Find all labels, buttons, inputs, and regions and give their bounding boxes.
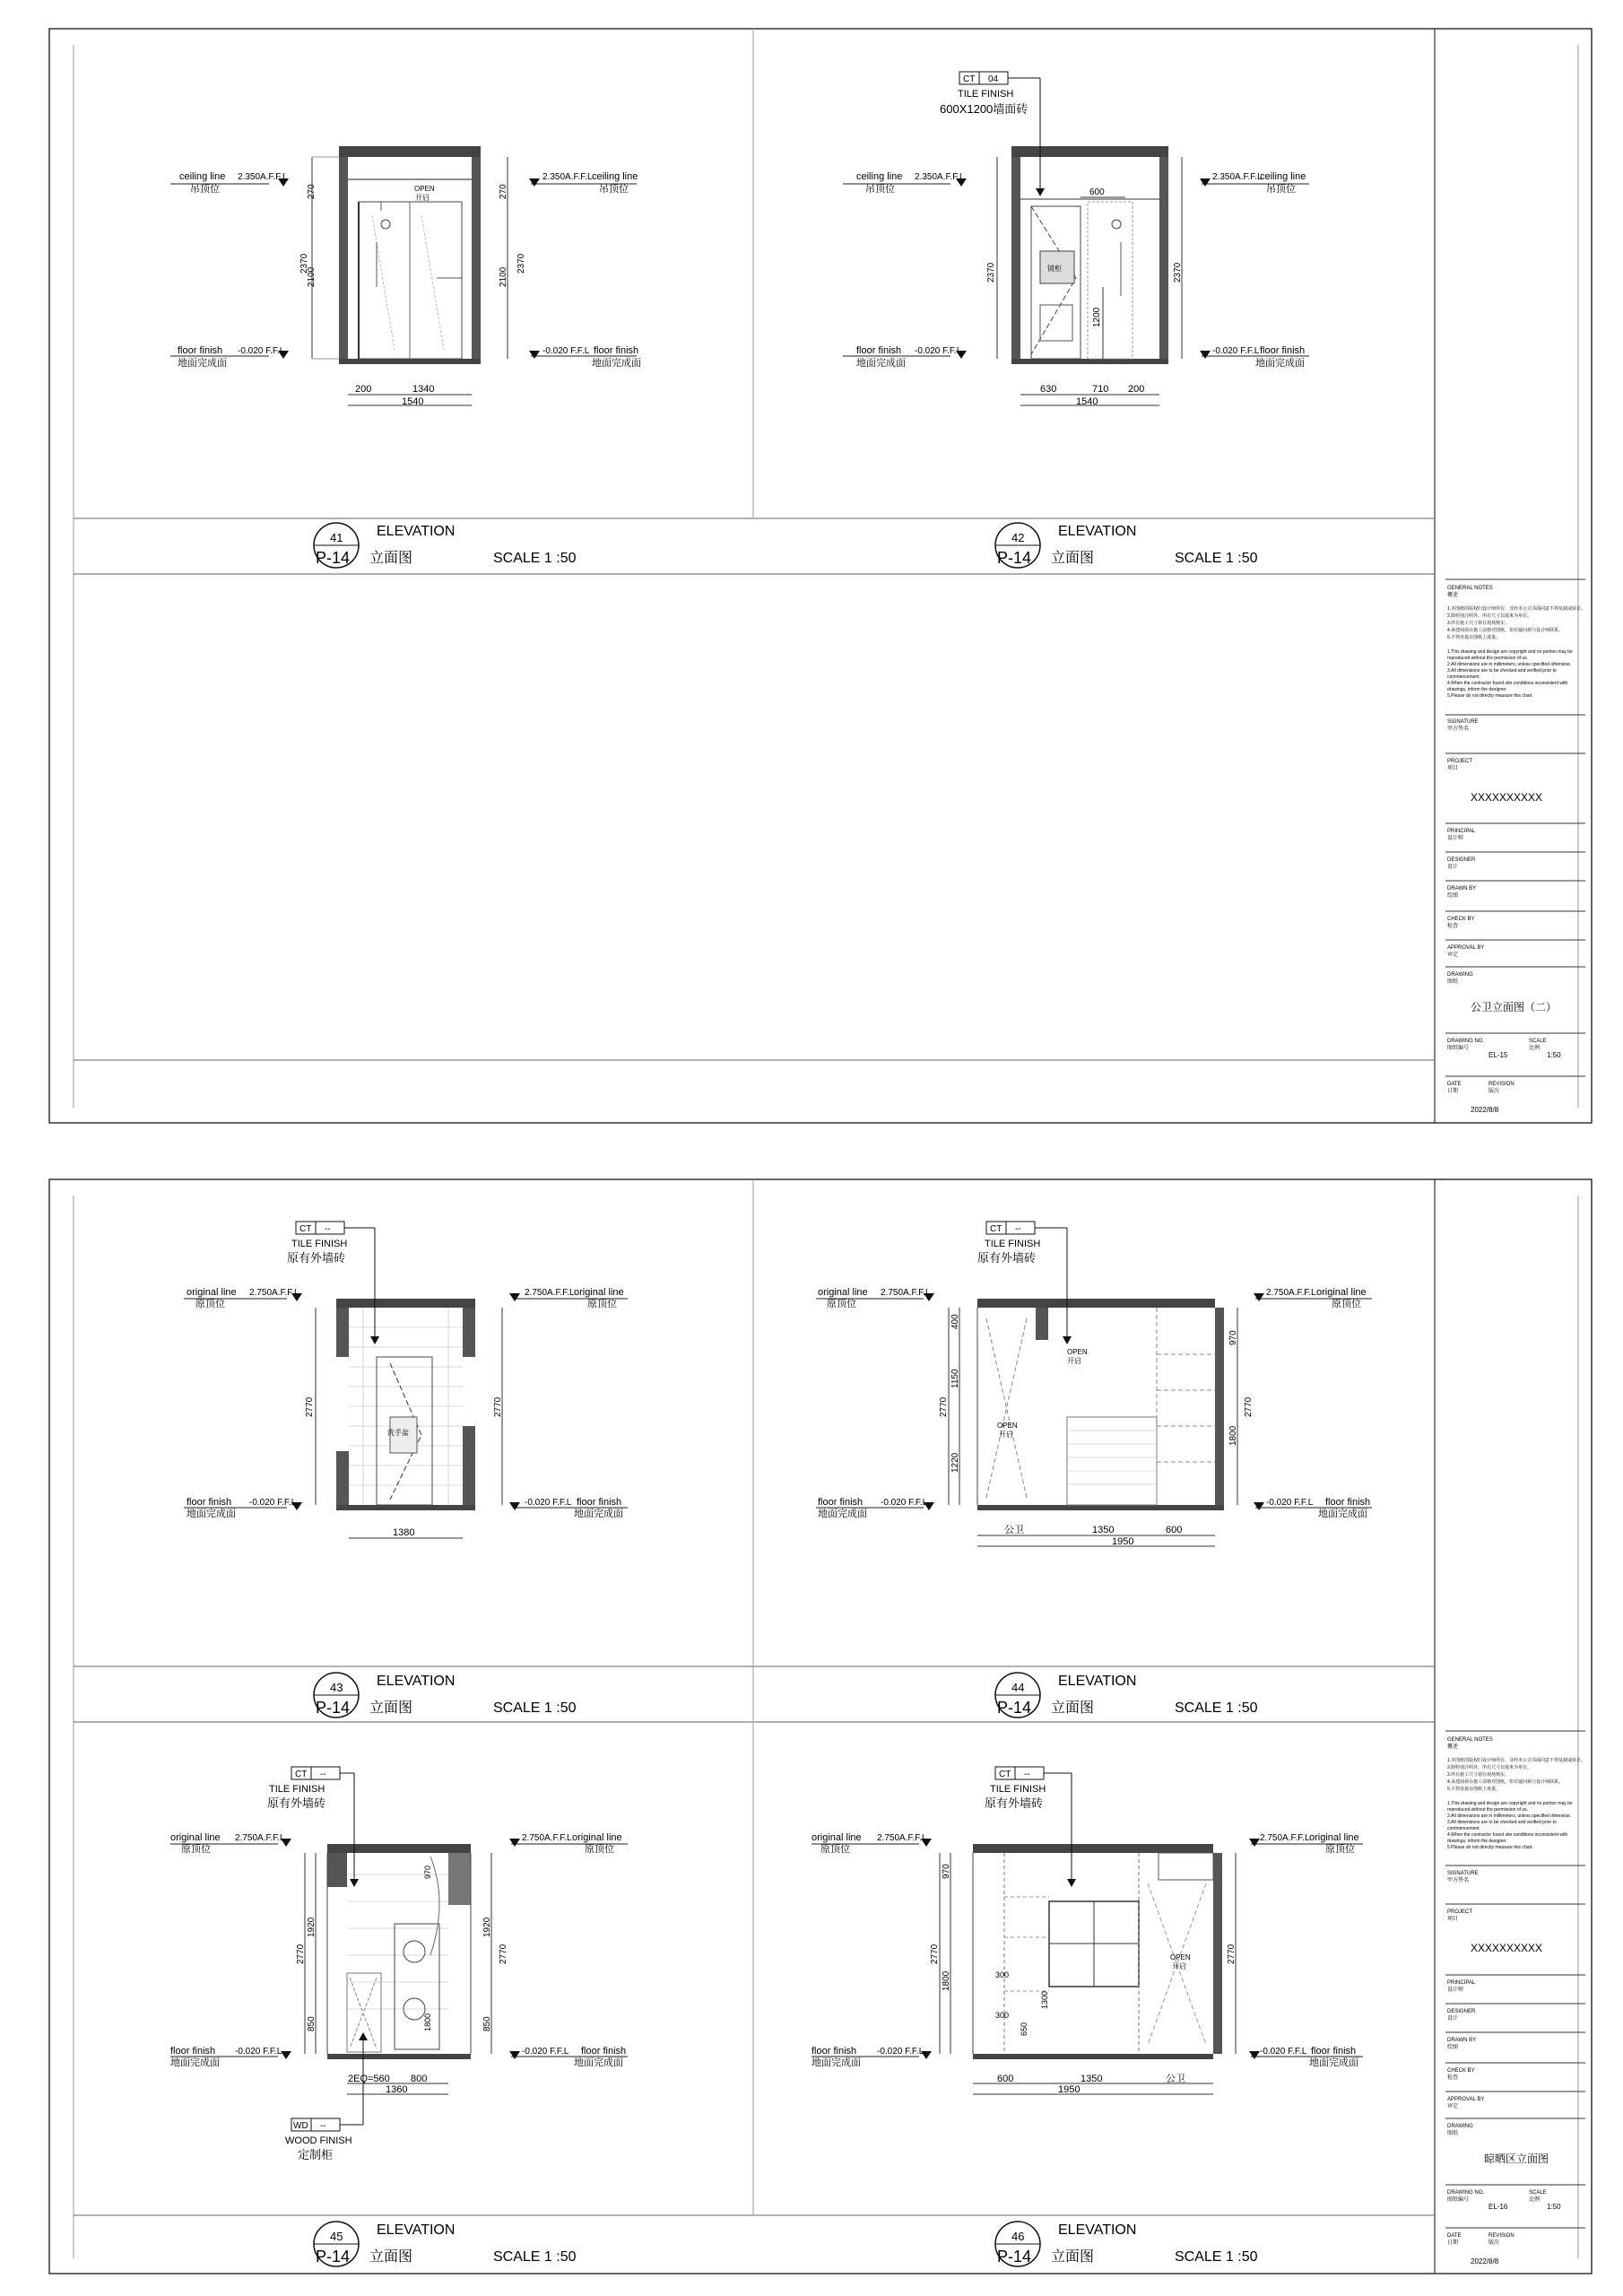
level-2750-43: 2.750A.F.F.L [249, 1288, 299, 1298]
tile-spec-42: 600X1200墙面砖 [940, 102, 1028, 116]
dim-h-total-42: 2370 [986, 262, 996, 283]
elevation-view-43 [184, 1222, 628, 1538]
original-cn-46-r: 原顶位 [1325, 1844, 1355, 1855]
revision-cn-2: 版次 [1488, 2240, 1500, 2246]
floor-cn-label-42-r: 地面完成面 [1255, 358, 1305, 369]
ct-num-45: -- [320, 1770, 326, 1779]
ceiling-line-label-r: ceiling line [592, 171, 638, 182]
note-en-7: drawings, inform the designer. [1447, 687, 1507, 692]
revision-cn: 版次 [1488, 1089, 1500, 1094]
floor-cn-44: 地面完成面 [818, 1509, 867, 1519]
dim-w-a-44: 1350 [1092, 1525, 1115, 1535]
note-en-1: 1.This drawing and design are copyright and no portion may be [1447, 649, 1573, 655]
dim-h-door-41: 2100 [307, 266, 317, 287]
dim-h-total-41: 2370 [299, 253, 309, 274]
floor-finish-46: floor finish [812, 2046, 857, 2057]
view-title-cn-45: 立面图 [369, 2249, 413, 2265]
view-title-cn-43: 立面图 [369, 1700, 413, 1716]
level-floor-44: -0.020 F.F.L [881, 1498, 928, 1508]
view-title-46: ELEVATION [1058, 2222, 1137, 2238]
drawing-cn-2: 图纸 [1447, 2131, 1459, 2136]
tile-spec-43: 原有外墙砖 [287, 1251, 346, 1265]
scale-value: 1:50 [1547, 1051, 1561, 1059]
level-2750-43-r: 2.750A.F.F.L [525, 1288, 575, 1298]
floor-finish-label-42: floor finish [856, 345, 902, 356]
ceiling-line-label-42: ceiling line [856, 171, 903, 182]
level-floor-45: -0.020 F.F.L [235, 2047, 282, 2057]
drawing-title-2: 晾晒区立面图 [1484, 2152, 1549, 2165]
original-line-43-r: original line [574, 1287, 624, 1298]
floor-cn-46-r: 地面完成面 [1309, 2057, 1358, 2068]
view-number-43: 43 [330, 1681, 343, 1694]
dim-w-total-46: 1950 [1058, 2084, 1081, 2095]
dim-h-inner2-45: 1800 [423, 2013, 432, 2031]
note-cn-3-2: 3.所有施工尺寸须在现场核实。 [1447, 1772, 1510, 1778]
floor-cn-45-r: 地面完成面 [574, 2057, 623, 2068]
view-title-cn-42: 立面图 [1051, 551, 1095, 566]
project-name-2: XXXXXXXXXX [1471, 1942, 1543, 1954]
date-label-2: DATE [1447, 2233, 1462, 2239]
note-en-8: 5.Please do not directly measure this chart. [1447, 693, 1533, 699]
sheet-ref-42: P-14 [997, 549, 1032, 567]
drawing-cn: 图纸 [1447, 979, 1459, 985]
sheet-ref-44: P-14 [997, 1699, 1032, 1717]
original-line-43: original line [187, 1287, 237, 1298]
view-number-41: 41 [330, 531, 343, 544]
wd-tag-45: WD [293, 2121, 308, 2131]
level-floor-label-r: -0.020 F.F.L [542, 346, 590, 356]
dim-w-mid-46: 1300 [1040, 1990, 1049, 2009]
note-en-1-2: 1.This drawing and design are copyright and no portion may be [1447, 1801, 1573, 1806]
view-title-cn-46: 立面图 [1051, 2249, 1095, 2265]
note-cn-5-2: 5.不得直接在图纸上度量。 [1447, 1787, 1501, 1792]
original-line-45-r: original line [572, 1832, 622, 1843]
level-2350-42: 2.350A.F.F.L [915, 172, 965, 182]
sheet-ref-46: P-14 [997, 2248, 1032, 2266]
dim-h-top-41-r: 270 [499, 184, 508, 199]
dim-w-niche-42: 600 [1089, 187, 1105, 197]
ceiling-cn-label-r: 吊顶位 [599, 184, 629, 195]
view-title-cn-41: 立面图 [369, 551, 413, 566]
open-en-41: OPEN [414, 185, 435, 193]
note-cn-4: 4.承建商须在施工前核对图纸，如有疑问须与设计师联系。 [1447, 628, 1564, 633]
title-block-1 [1445, 579, 1585, 1114]
dim-h-total-42-r: 2370 [1173, 262, 1183, 283]
ct-tag-42: CT [963, 74, 976, 84]
caption-46 [995, 2222, 1258, 2266]
drawn-label-2: DRAWN BY [1447, 2038, 1477, 2043]
dim-h-total-44-r: 2770 [1244, 1396, 1254, 1417]
project-label: PROJECT [1447, 759, 1473, 764]
open-en-44: OPEN [997, 1422, 1018, 1430]
drawn-cn-2: 绘图 [1447, 2045, 1459, 2050]
view-title-44: ELEVATION [1058, 1674, 1137, 1689]
floor-finish-43: floor finish [187, 1497, 232, 1508]
designer-cn: 设计 [1447, 865, 1459, 870]
basin-cn-label: 洗手盆 [387, 1429, 409, 1437]
level-floor-44-r: -0.020 F.F.L [1266, 1498, 1314, 1508]
view-title-42: ELEVATION [1058, 524, 1137, 539]
drawing-label-2: DRAWING [1447, 2124, 1473, 2129]
dim-h-c-44: 1220 [950, 1452, 960, 1473]
level-floor-label: -0.020 F.F.L [238, 346, 285, 356]
tile-finish-46: TILE FINISH [990, 1784, 1046, 1795]
note-cn-2: 2.除特别注明外，所有尺寸以毫米为单位。 [1447, 613, 1532, 619]
ct-num-46: -- [1024, 1770, 1030, 1779]
level-2350-label-r: 2.350A.F.F.L [542, 172, 593, 182]
dim-s3-46: 650 [1020, 2022, 1028, 2036]
date-cn-2: 日期 [1447, 2240, 1459, 2246]
level-2750-46: 2.750A.F.F.L [877, 1833, 927, 1843]
view-scale-45: SCALE 1 :50 [493, 2249, 577, 2265]
drawing-no-cn: 图纸编号 [1447, 1046, 1470, 1051]
scale-label-2: SCALE [1529, 2190, 1547, 2196]
level-2750-46-r: 2.750A.F.F.L [1260, 1833, 1310, 1843]
dim-h-b-44: 1150 [950, 1369, 960, 1388]
project-cn-2: 项目 [1447, 1917, 1459, 1922]
level-2350-label: 2.350A.F.F.L [238, 172, 288, 182]
revision-label: REVISION [1488, 1082, 1515, 1087]
general-notes-label: GENERAL NOTES [1447, 586, 1493, 591]
dim-h-a-44: 400 [950, 1314, 960, 1329]
level-floor-46: -0.020 F.F.L [877, 2047, 924, 2057]
principal-cn-2: 设计师 [1447, 1987, 1464, 1993]
dim-s2-46: 300 [995, 2011, 1010, 2020]
dim-w-total-43: 1380 [393, 1527, 415, 1538]
dim-h-inner-45: 970 [423, 1865, 432, 1879]
view-title-43: ELEVATION [377, 1674, 456, 1689]
note-en-2: reproduced without the permission of us. [1447, 656, 1529, 661]
floor-cn-44-r: 地面完成面 [1318, 1509, 1367, 1519]
view-scale-41: SCALE 1 :50 [493, 551, 577, 566]
elevation-view-44 [816, 1222, 1372, 1547]
dim-w-total-41: 1540 [402, 396, 424, 407]
original-line-44: original line [818, 1287, 868, 1298]
note-cn-4-2: 4.承建商须在施工前核对图纸，如有疑问须与设计师联系。 [1447, 1779, 1564, 1785]
open-en-46: OPEN [1170, 1953, 1191, 1961]
sheet-ref-45: P-14 [316, 2248, 351, 2266]
note-en-3-2: 2.All dimensions are in millimeters, unless specified otherwise. [1447, 1813, 1572, 1819]
signature-cn-2: 甲方签名 [1447, 1878, 1470, 1883]
check-label-2: CHECK BY [1447, 2068, 1475, 2074]
dim-w-a-41: 200 [355, 384, 372, 395]
public-wc-46: 公卫 [1166, 2074, 1185, 2084]
floor-finish-46-r: floor finish [1311, 2046, 1357, 2057]
drawing-no-label-2: DRAWING NO. [1447, 2190, 1485, 2196]
mirror-cn-label: 镜柜 [1047, 265, 1062, 273]
designer-label-2: DESIGNER [1447, 2009, 1476, 2014]
dim-h-door-41-r: 2100 [499, 266, 508, 287]
dim-h-a-46: 970 [942, 1864, 951, 1879]
dim-h-total-43-r: 2770 [493, 1396, 503, 1417]
signature-cn: 甲方签名 [1447, 726, 1470, 732]
title-block-2 [1445, 1731, 1585, 2266]
dim-w-a-46: 600 [997, 2074, 1014, 2084]
drawing-no-label: DRAWING NO. [1447, 1039, 1485, 1044]
ct-tag-45: CT [295, 1770, 308, 1779]
original-line-45: original line [170, 1832, 221, 1843]
scale-cn-2: 比例 [1529, 2197, 1541, 2203]
floor-cn-label: 地面完成面 [178, 358, 227, 369]
note-en-5: commencement. [1447, 674, 1480, 680]
note-cn-5: 5.不得直接在图纸上度量。 [1447, 635, 1501, 640]
dim-h-total-44: 2770 [939, 1396, 949, 1417]
dim-h-right2-44: 1800 [1228, 1425, 1238, 1446]
note-en-3: 2.All dimensions are in millimeters, unless specified otherwise. [1447, 662, 1572, 667]
ct-tag-43: CT [299, 1224, 312, 1234]
ceiling-line-label: ceiling line [179, 171, 226, 182]
ceiling-cn-label-42: 吊顶位 [865, 184, 895, 195]
dim-h-total-43: 2770 [305, 1396, 315, 1417]
wd-num-45: -- [320, 2121, 326, 2131]
project-label-2: PROJECT [1447, 1909, 1473, 1915]
floor-cn-label-42: 地面完成面 [856, 358, 906, 369]
ct-num-42: 04 [988, 74, 999, 84]
original-cn-44-r: 原顶位 [1332, 1299, 1361, 1309]
view-scale-42: SCALE 1 :50 [1175, 551, 1258, 566]
wood-finish-45: WOOD FINISH [285, 2135, 352, 2146]
date-value-2: 2022/8/8 [1471, 2257, 1499, 2266]
elevation-view-42 [843, 72, 1309, 407]
open-cn-44: 开启 [999, 1431, 1013, 1439]
note-en-6-2: 4.When the contractor found site conditions inconsistent with [1447, 1832, 1568, 1838]
level-floor-46-r: -0.020 F.F.L [1260, 2047, 1307, 2057]
floor-finish-43-r: floor finish [577, 1497, 622, 1508]
view-title-cn-44: 立面图 [1051, 1700, 1095, 1716]
note-en-4-2: 3.All dimensions are to be checked and verified prior to [1447, 1820, 1557, 1825]
tile-spec-46: 原有外墙砖 [985, 1796, 1044, 1810]
dim-s1-46: 300 [995, 1970, 1010, 1979]
dim-w-total-45: 1360 [386, 2084, 408, 2095]
dim-h-total-45-r: 2770 [499, 1944, 508, 1964]
sheet-ref-41: P-14 [316, 549, 351, 567]
general-notes-label-2: GENERAL NOTES [1447, 1737, 1493, 1743]
tile-finish-43: TILE FINISH [291, 1239, 348, 1249]
level-floor-43: -0.020 F.F.L [249, 1498, 297, 1508]
signature-label: SIGNATURE [1447, 719, 1479, 725]
drawn-cn: 绘图 [1447, 893, 1459, 899]
dim-w-b-45: 800 [411, 2074, 428, 2084]
floor-finish-label: floor finish [178, 345, 223, 356]
note-cn-1: 1.本图纸的版权归设计师所有，非经本公司书面同意不得复制或转让。 [1447, 606, 1586, 612]
ceiling-line-label-42-r: ceiling line [1260, 171, 1306, 182]
designer-cn-2: 设计 [1447, 2016, 1459, 2022]
dim-w-b-46: 1350 [1081, 2074, 1103, 2084]
view-number-46: 46 [1011, 2230, 1025, 2243]
tile-finish-44: TILE FINISH [985, 1239, 1041, 1249]
dim-w-a-45: 2EQ=560 [348, 2074, 390, 2084]
dim-h-b-46: 1800 [942, 1970, 951, 1991]
floor-finish-label-r: floor finish [594, 345, 639, 356]
caption-44 [995, 1673, 1258, 1718]
floor-cn-43-r: 地面完成面 [574, 1509, 623, 1519]
drawn-label: DRAWN BY [1447, 886, 1477, 891]
approval-cn: 审定 [1447, 952, 1459, 958]
check-cn-2: 检查 [1447, 2075, 1459, 2081]
view-title-41: ELEVATION [377, 524, 456, 539]
dim-w-c-42: 200 [1128, 384, 1145, 395]
dim-h-total-46: 2770 [930, 1944, 940, 1964]
level-2750-45-r: 2.750A.F.F.L [522, 1833, 572, 1843]
scale-cn: 比例 [1529, 1046, 1541, 1051]
dim-h-top-41: 270 [307, 184, 317, 199]
ct-num-43: -- [325, 1224, 331, 1234]
caption-43 [314, 1673, 577, 1718]
wood-cn-45: 定制柜 [298, 2148, 334, 2161]
floor-finish-label-42-r: floor finish [1260, 345, 1306, 356]
dim-h-total-41-r: 2370 [516, 253, 526, 274]
view-number-42: 42 [1011, 531, 1025, 544]
check-label: CHECK BY [1447, 917, 1475, 922]
dim-h-mirror-42: 1200 [1092, 307, 1102, 327]
approval-cn-2: 审定 [1447, 2104, 1459, 2109]
scale-label: SCALE [1529, 1039, 1547, 1044]
original-cn-44: 原顶位 [827, 1299, 856, 1309]
view-number-45: 45 [330, 2230, 343, 2243]
drawing-label: DRAWING [1447, 972, 1473, 978]
ceiling-cn-label: 吊顶位 [190, 184, 220, 195]
original-cn-45-r: 原顶位 [585, 1844, 614, 1855]
check-cn: 检查 [1447, 924, 1459, 929]
floor-cn-label-r: 地面完成面 [592, 358, 641, 369]
general-notes-cn-2: 概述 [1447, 1744, 1459, 1750]
date-label: DATE [1447, 1082, 1462, 1087]
view-number-44: 44 [1011, 1681, 1025, 1694]
original-cn-45: 原顶位 [181, 1844, 211, 1855]
level-2750-44: 2.750A.F.F.L [881, 1288, 931, 1298]
dim-h-b-45: 850 [307, 2016, 317, 2031]
note-en-5-2: commencement. [1447, 1826, 1480, 1831]
project-cn: 项目 [1447, 766, 1459, 771]
ct-tag-46: CT [999, 1770, 1011, 1779]
elevation-view-41 [170, 146, 641, 407]
note-en-2-2: reproduced without the permission of us. [1447, 1807, 1529, 1813]
original-line-46: original line [812, 1832, 862, 1843]
original-cn-46: 原顶位 [820, 1844, 850, 1855]
original-line-46-r: original line [1309, 1832, 1359, 1843]
view-scale-43: SCALE 1 :50 [493, 1700, 577, 1716]
level-floor-43-r: -0.020 F.F.L [525, 1498, 572, 1508]
dim-w-b-41: 1340 [412, 384, 435, 395]
dim-w-b-44: 600 [1166, 1525, 1183, 1535]
level-floor-42: -0.020 F.F.L [915, 346, 962, 356]
drawing-title: 公卫立面图（二） [1471, 1001, 1558, 1013]
view-title-45: ELEVATION [377, 2222, 456, 2238]
dim-w-a-42: 630 [1040, 384, 1057, 395]
note-cn-3: 3.所有施工尺寸须在现场核实。 [1447, 621, 1510, 626]
floor-finish-45-r: floor finish [581, 2046, 627, 2057]
floor-finish-45: floor finish [170, 2046, 216, 2057]
open-cn-41: 开启 [415, 194, 430, 202]
drawing-no: EL-15 [1488, 1051, 1508, 1059]
elevation-view-46 [812, 1767, 1363, 2095]
note-en-4: 3.All dimensions are to be checked and verified prior to [1447, 668, 1557, 674]
original-line-44-r: original line [1316, 1287, 1367, 1298]
dim-h-a-45-r: 1920 [482, 1917, 492, 1937]
view-scale-46: SCALE 1 :50 [1175, 2249, 1258, 2265]
dim-w-total-44: 1950 [1112, 1536, 1134, 1547]
principal-label: PRINCIPAL [1447, 829, 1476, 834]
open-cn-46: 开启 [1172, 1962, 1186, 1970]
dim-h-total-45: 2770 [296, 1944, 306, 1964]
note-cn-2-2: 2.除特别注明外，所有尺寸以毫米为单位。 [1447, 1765, 1532, 1770]
date-cn: 日期 [1447, 1089, 1459, 1094]
project-name: XXXXXXXXXX [1471, 791, 1543, 804]
dim-h-right-44: 970 [1228, 1330, 1238, 1345]
tile-finish-45: TILE FINISH [269, 1784, 325, 1795]
open-cn-44-b: 开启 [1067, 1357, 1081, 1365]
level-2750-45: 2.750A.F.F.L [235, 1833, 285, 1843]
caption-41 [314, 523, 577, 568]
tile-spec-44: 原有外墙砖 [977, 1251, 1037, 1265]
ceiling-cn-label-42-r: 吊顶位 [1266, 184, 1296, 195]
public-wc-44: 公卫 [1004, 1525, 1024, 1535]
level-2350-42-r: 2.350A.F.F.L [1212, 172, 1263, 182]
designer-label: DESIGNER [1447, 857, 1476, 863]
ct-tag-44: CT [990, 1224, 1002, 1234]
open-en-44-b: OPEN [1067, 1348, 1088, 1356]
caption-45 [314, 2222, 577, 2266]
level-2750-44-r: 2.750A.F.F.L [1266, 1288, 1316, 1298]
scale-value-2: 1:50 [1547, 2203, 1561, 2211]
tile-spec-45: 原有外墙砖 [267, 1796, 326, 1810]
dim-w-b-42: 710 [1092, 384, 1109, 395]
principal-cn: 设计师 [1447, 836, 1464, 841]
date-value: 2022/8/8 [1471, 1106, 1499, 1114]
level-floor-42-r: -0.020 F.F.L [1212, 346, 1260, 356]
dim-h-a-45: 1920 [307, 1917, 317, 1937]
signature-label-2: SIGNATURE [1447, 1871, 1479, 1876]
note-en-8-2: 5.Please do not directly measure this chart. [1447, 1845, 1533, 1850]
general-notes-cn: 概述 [1447, 593, 1459, 598]
original-cn-43-r: 原顶位 [587, 1299, 617, 1309]
caption-42 [995, 523, 1258, 568]
floor-cn-45: 地面完成面 [170, 2057, 220, 2068]
original-cn-43: 原顶位 [195, 1299, 225, 1309]
note-en-7-2: drawings, inform the designer. [1447, 1839, 1507, 1844]
note-en-6: 4.When the contractor found site conditions inconsistent with [1447, 681, 1568, 686]
revision-label-2: REVISION [1488, 2233, 1515, 2239]
floor-cn-43: 地面完成面 [187, 1509, 236, 1519]
view-scale-44: SCALE 1 :50 [1175, 1700, 1258, 1716]
dim-w-total-42: 1540 [1076, 396, 1098, 407]
level-floor-45-r: -0.020 F.F.L [522, 2047, 569, 2057]
dim-h-b-45-r: 850 [482, 2016, 492, 2031]
ct-num-44: -- [1015, 1224, 1021, 1234]
drawing-no-2: EL-16 [1488, 2203, 1508, 2211]
elevation-view-45 [170, 1767, 628, 2161]
drawing-sheet-2 [0, 1148, 1623, 2296]
approval-label: APPROVAL BY [1447, 945, 1485, 951]
principal-label-2: PRINCIPAL [1447, 1980, 1476, 1986]
floor-finish-44-r: floor finish [1325, 1497, 1371, 1508]
floor-finish-44: floor finish [818, 1497, 864, 1508]
sheet-ref-43: P-14 [316, 1699, 351, 1717]
floor-cn-46: 地面完成面 [812, 2057, 861, 2068]
drawing-no-cn-2: 图纸编号 [1447, 2197, 1470, 2203]
tile-finish-42: TILE FINISH [958, 89, 1014, 100]
dim-h-total-46-r: 2770 [1227, 1944, 1237, 1964]
note-cn-1-2: 1.本图纸的版权归设计师所有，非经本公司书面同意不得复制或转让。 [1447, 1758, 1586, 1763]
approval-label-2: APPROVAL BY [1447, 2097, 1485, 2102]
